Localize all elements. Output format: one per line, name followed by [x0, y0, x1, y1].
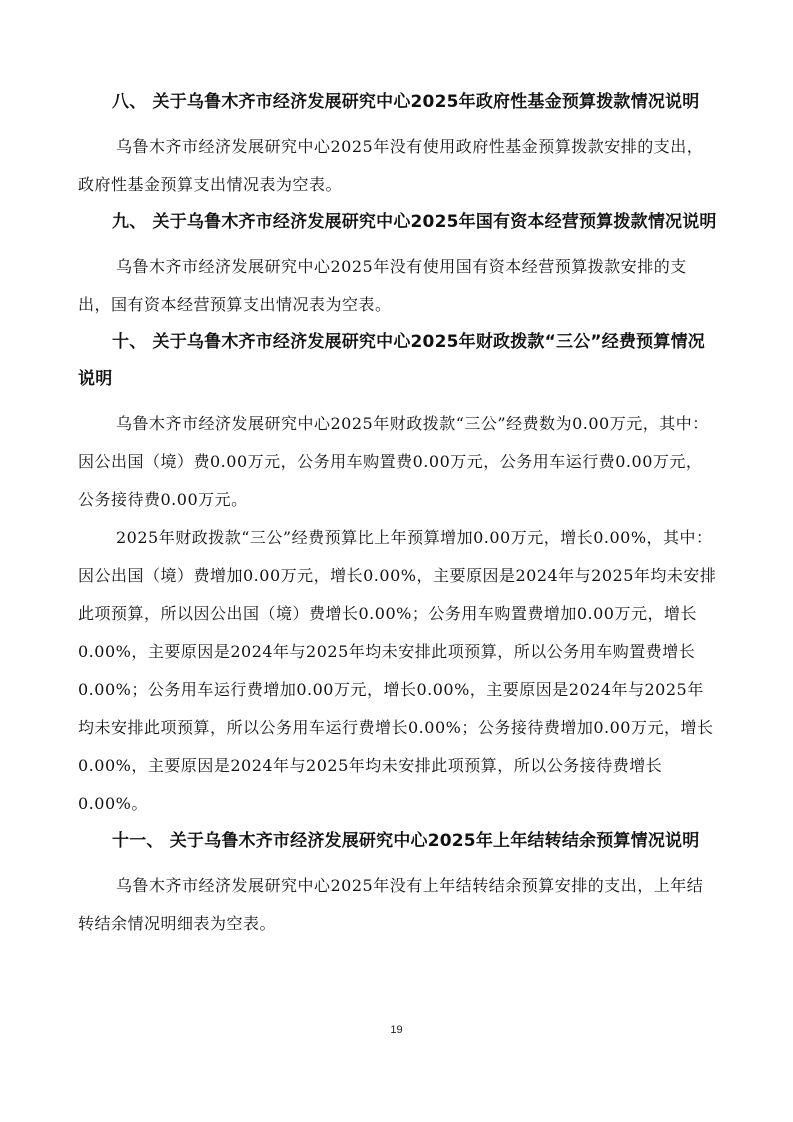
page-number: 19	[390, 1024, 403, 1036]
section-paragraph: 乌鲁木齐市经济发展研究中心2025年没有上年结转结余预算安排的支出，上年结转结余情况明细表为空表。	[78, 876, 704, 933]
section-heading: 十一、 关于乌鲁木齐市经济发展研究中心2025年上年结转结余预算情况说明	[112, 831, 700, 851]
section-11	[78, 823, 718, 943]
section-heading: 十、 关于乌鲁木齐市经济发展研究中心2025年财政拨款“三公”经费预算情况说明	[78, 332, 705, 389]
section-9	[78, 204, 718, 324]
section-heading: 八、 关于乌鲁木齐市经济发展研究中心2025年政府性基金预算拨款情况说明	[112, 92, 700, 112]
section-paragraph: 乌鲁木齐市经济发展研究中心2025年没有使用政府性基金预算拨款安排的支出，政府性基金预算支出情况表为空表。	[78, 137, 704, 194]
section-10	[78, 324, 718, 823]
document-body	[78, 84, 718, 943]
section-heading: 九、 关于乌鲁木齐市经济发展研究中心2025年国有资本经营预算拨款情况说明	[112, 212, 717, 232]
section-paragraph: 2025年财政拨款“三公”经费预算比上年预算增加0.00万元，增长0.00%，其中：因公出国（境）费增加0.00万元，增长0.00%，主要原因是2024年与2025年均未安排此项预算，所以因公出国（境）费增长0.00%；公务用车购置费增加0.00万元，增长0.00%，主要原因是2024年与2025年均未安排此项预算，所以公务用车购置费增长0.00%；公务用车运行费增加0.00万元，增长0.00%，主要原因是2024年与2025年均未安排此项预算，所以公务用车运行费增长0.00%；公务接待费增加0.00万元，增长0.00%，主要原因是2024年与2025年均未安排此项预算，所以公务接待费增长0.00%。	[78, 528, 717, 813]
section-paragraph: 乌鲁木齐市经济发展研究中心2025年没有使用国有资本经营预算拨款安排的支出，国有资本经营预算支出情况表为空表。	[78, 257, 687, 314]
section-8	[78, 84, 718, 204]
section-paragraph: 乌鲁木齐市经济发展研究中心2025年财政拨款“三公”经费数为0.00万元，其中：因公出国（境）费0.00万元，公务用车购置费0.00万元，公务用车运行费0.00万元，公务接待费0.00万元。	[78, 414, 709, 509]
